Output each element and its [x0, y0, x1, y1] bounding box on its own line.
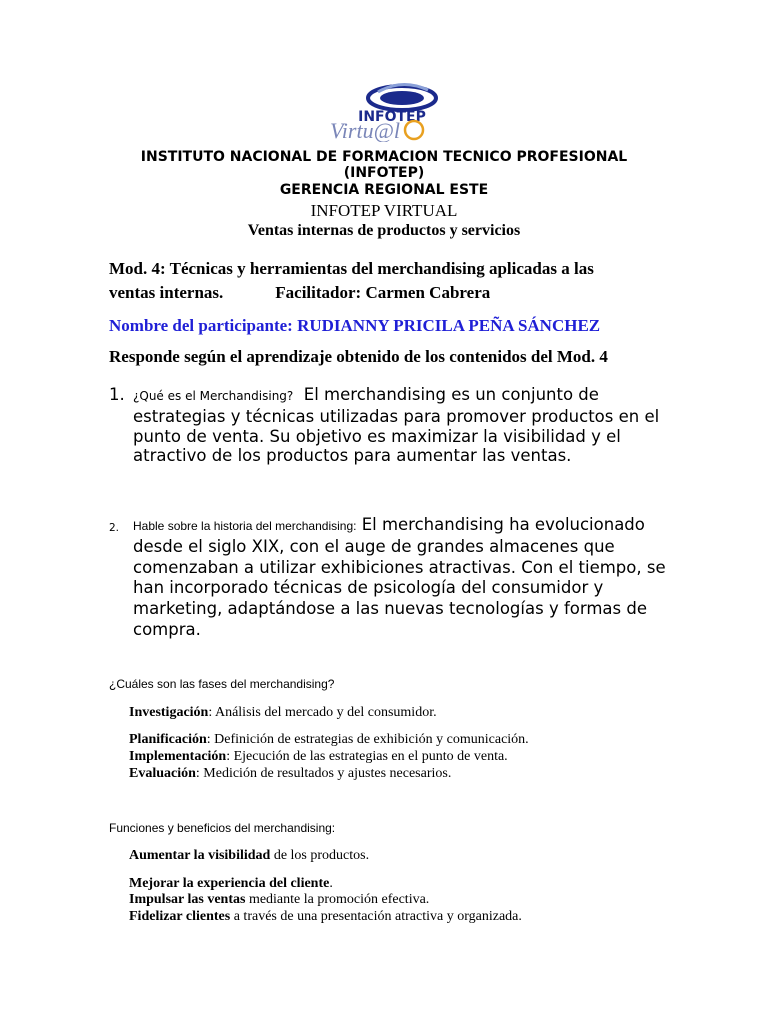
- question-2-number: 2.: [109, 522, 120, 534]
- program-title: INFOTEP VIRTUAL: [310, 201, 458, 220]
- institution-name: INSTITUTO NACIONAL DE FORMACION TECNICO PROFESIONAL: [140, 149, 628, 165]
- phases-title: ¿Cuáles son las fases del merchandising?: [109, 677, 335, 691]
- function-item: Aumentar la visibilidad de los productos.: [129, 848, 370, 863]
- answer-1: El merchandising es un conjunto de estrategias y técnicas utilizadas para promover productos en el punto de venta. Su objetivo es maximizar la visibilidad y el atractivo de los productos para aumentar las ventas.: [133, 385, 660, 466]
- phase-item: Planificación: Definición de estrategias de exhibición y comunicación.: [129, 732, 529, 747]
- module-heading: [109, 257, 669, 305]
- phase-item: Evaluación: Medición de resultados y ajustes necesarios.: [129, 766, 452, 781]
- course-title: Ventas internas de productos y servicios: [247, 222, 521, 239]
- question-2: [109, 515, 669, 641]
- participant-name: Nombre del participante: RUDIANNY PRICILA PEÑA SÁNCHEZ: [109, 316, 601, 335]
- institution-acronym: (INFOTEP): [343, 165, 425, 181]
- facilitator: Facilitador: Carmen Cabrera: [275, 283, 491, 302]
- phase-item: Investigación: Análisis del mercado y del consumidor.: [129, 705, 437, 720]
- regional-office: GERENCIA REGIONAL ESTE: [279, 182, 489, 198]
- function-item: Impulsar las ventas mediante la promoción efectiva.: [129, 892, 430, 907]
- question-1-text: ¿Qué es el Merchandising?: [133, 389, 294, 403]
- phase-item: Implementación: Ejecución de las estrategias en el punto de venta.: [129, 749, 508, 764]
- functions-title: Funciones y beneficios del merchandising:: [109, 821, 336, 835]
- logo-top-text: INFOTEP: [358, 109, 426, 125]
- logo-bottom-text: Virtu@l: [330, 118, 400, 142]
- question-1-number: 1.: [109, 385, 125, 404]
- function-item: Fidelizar clientes a través de una presentación atractiva y organizada.: [129, 909, 522, 924]
- question-1: [109, 385, 669, 466]
- module-line1: Mod. 4: Técnicas y herramientas del merchandising aplicadas a las: [109, 259, 594, 278]
- module-line2-a: ventas internas.: [109, 283, 224, 302]
- question-2-text: Hable sobre la historia del merchandising:: [133, 519, 357, 533]
- function-item: Mejorar la experiencia del cliente.: [129, 876, 333, 891]
- instruction: Responde según el aprendizaje obtenido de los contenidos del Mod. 4: [109, 347, 608, 366]
- answer-2: El merchandising ha evolucionado desde el siglo XIX, con el auge de grandes almacenes que comenzaban a utilizar exhibiciones atractivas. Con el tiempo, se han incorporado técnicas de psicología del consumidor y marketing, adaptándose a las nuevas tecnologías y formas de compra.: [133, 515, 666, 639]
- infotep-virtual-logo: [328, 78, 444, 142]
